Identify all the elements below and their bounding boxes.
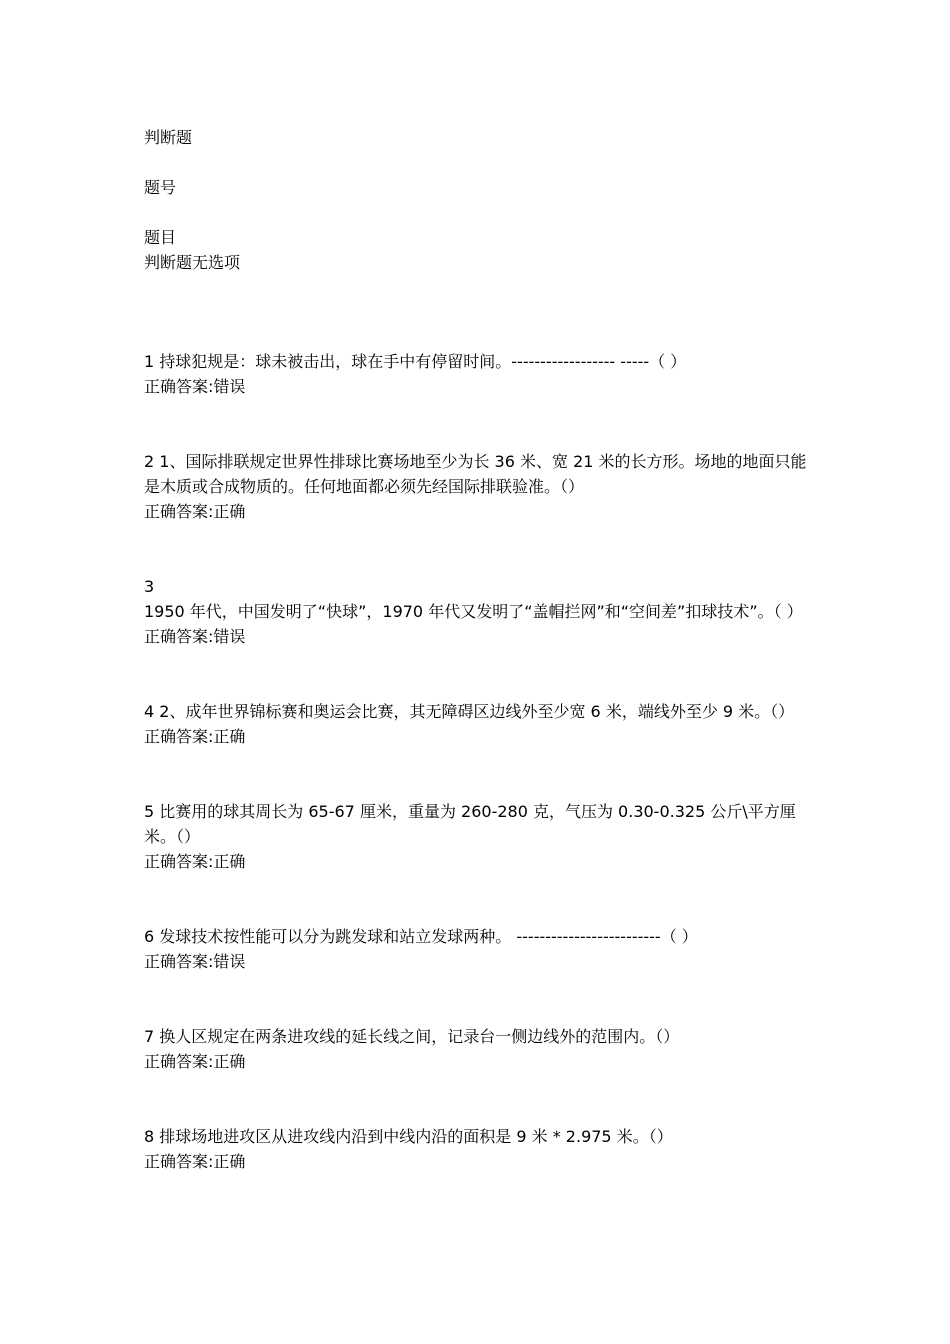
- question-text: [144, 699, 810, 724]
- question-number: 7: [144, 1027, 155, 1046]
- question-answer: 正确答案:正确: [144, 852, 246, 871]
- question-text: [144, 449, 810, 499]
- question-text: [144, 1124, 810, 1149]
- question-item: [144, 799, 810, 874]
- question-text: [144, 574, 810, 624]
- question-body: 换人区规定在两条进攻线的延长线之间，记录台一侧边线外的范围内。（）: [159, 1027, 680, 1046]
- question-text: [144, 799, 810, 849]
- question-body: 2、成年世界锦标赛和奥运会比赛，其无障碍区边线外至少宽 6 米，端线外至少 9 米。（）: [159, 702, 795, 721]
- question-body: 发球技术按性能可以分为跳发球和站立发球两种。 -------------------------（ ）: [159, 927, 698, 946]
- question-body: 比赛用的球其周长为 65-67 厘米，重量为 260-280 克，气压为 0.30-0.325 公斤\平方厘米。（）: [144, 802, 796, 846]
- question-answer: 正确答案:错误: [144, 952, 246, 971]
- question-answer: 正确答案:正确: [144, 1152, 246, 1171]
- question-number: 3: [144, 577, 155, 596]
- question-text: [144, 1024, 810, 1049]
- question-item: [144, 1024, 810, 1074]
- question-item: [144, 574, 810, 649]
- question-topic-label: 题目: [144, 228, 177, 247]
- question-number: 2: [144, 452, 155, 471]
- question-item: [144, 924, 810, 974]
- question-item: [144, 449, 810, 524]
- question-number-label: 题号: [144, 178, 177, 197]
- question-item: [144, 1124, 810, 1174]
- question-body: 1950 年代，中国发明了“快球”，1970 年代又发明了“盖帽拦网”和“空间差”扣球技术”。（ ）: [144, 602, 803, 621]
- question-text: [144, 349, 810, 374]
- question-item: [144, 349, 810, 399]
- question-answer: 正确答案:错误: [144, 377, 246, 396]
- question-list: [144, 349, 810, 1174]
- question-body: 1、国际排联规定世界性排球比赛场地至少为长 36 米、宽 21 米的长方形。场地的地面只能是木质或合成物质的。任何地面都必须先经国际排联验准。（）: [144, 452, 807, 496]
- question-answer: 正确答案:错误: [144, 627, 246, 646]
- question-body: 排球场地进攻区从进攻线内沿到中线内沿的面积是 9 米 * 2.975 米。（）: [159, 1127, 673, 1146]
- question-number: 1: [144, 352, 155, 371]
- document-page: [144, 125, 810, 1224]
- question-number: 4: [144, 702, 155, 721]
- question-answer: 正确答案:正确: [144, 727, 246, 746]
- question-body: 持球犯规是：球未被击出，球在手中有停留时间。------------------ -----（ ）: [159, 352, 687, 371]
- question-item: [144, 699, 810, 749]
- question-number: 6: [144, 927, 155, 946]
- question-number: 5: [144, 802, 155, 821]
- question-text: [144, 924, 810, 949]
- section-title: 判断题: [144, 128, 193, 147]
- question-number: 8: [144, 1127, 155, 1146]
- question-answer: 正确答案:正确: [144, 502, 246, 521]
- no-options-note: 判断题无选项: [144, 253, 241, 272]
- question-answer: 正确答案:正确: [144, 1052, 246, 1071]
